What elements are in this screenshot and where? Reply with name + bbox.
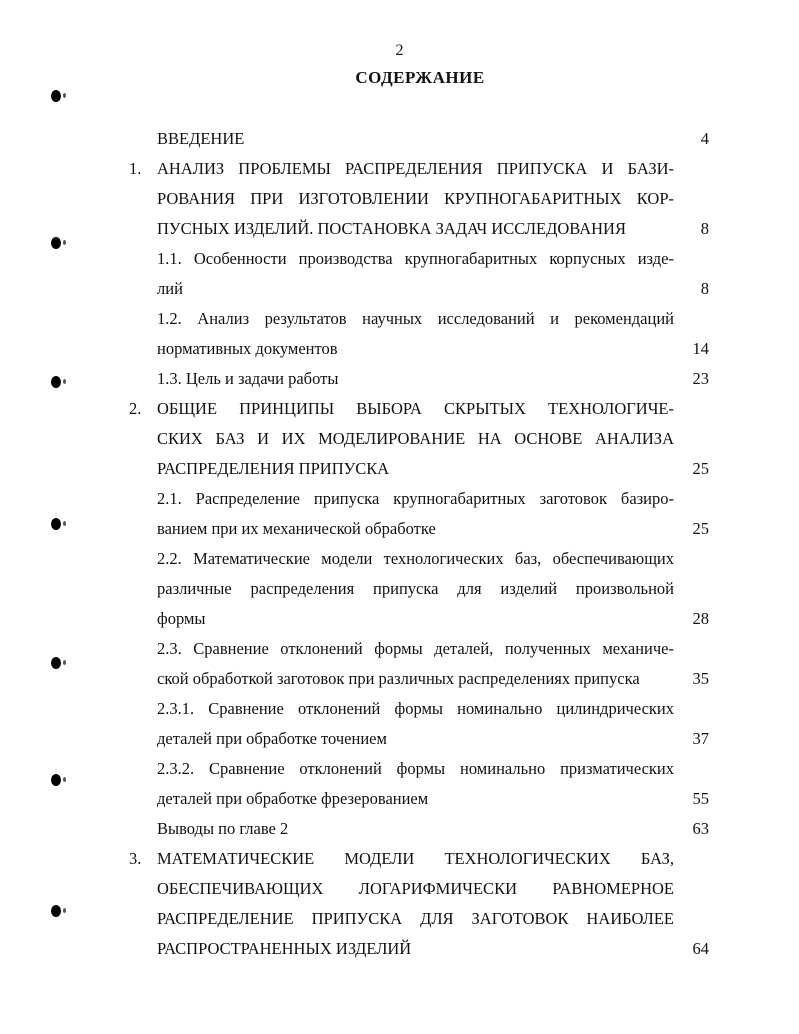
- entry-number: 2.: [129, 399, 142, 418]
- toc-entry: [0, 754, 799, 784]
- entry-page: 37: [692, 729, 709, 748]
- entry-text: 1.1. Особенности производства крупногабаритных корпусных изде-: [157, 249, 674, 268]
- entry-text: 2.1. Распределение припуска крупногабаритных заготовок базиро-: [157, 489, 674, 508]
- entry-text: ПУСНЫХ ИЗДЕЛИЙ. ПОСТАНОВКА ЗАДАЧ ИССЛЕДОВАНИЯ: [157, 219, 626, 238]
- toc-entry: [0, 394, 799, 424]
- entry-page: 55: [692, 789, 709, 808]
- page-number: 2: [395, 42, 404, 59]
- toc-entry: [0, 934, 799, 964]
- toc-title: СОДЕРЖАНИЕ: [355, 68, 485, 87]
- toc-entry: [0, 334, 799, 364]
- toc-entry: [0, 244, 799, 274]
- toc-entry: [0, 154, 799, 184]
- entry-page: 35: [692, 669, 709, 688]
- entry-text: формы: [157, 609, 206, 628]
- entry-text: РАСПРЕДЕЛЕНИЕ ПРИПУСКА ДЛЯ ЗАГОТОВОК НАИБОЛЕЕ: [157, 909, 674, 928]
- entry-text: различные распределения припуска для изделий произвольной: [157, 579, 674, 598]
- toc-entry: [0, 124, 799, 154]
- toc-entry: [0, 604, 799, 634]
- toc-entry: [0, 574, 799, 604]
- entry-page: 28: [692, 609, 709, 628]
- toc-entry: [0, 694, 799, 724]
- toc-entry: [0, 904, 799, 934]
- entry-text: ОБЕСПЕЧИВАЮЩИХ ЛОГАРИФМИЧЕСКИ РАВНОМЕРНОЕ: [157, 879, 674, 898]
- toc-entry: [0, 844, 799, 874]
- toc-entry: [0, 724, 799, 754]
- entry-page: 8: [700, 219, 709, 238]
- entry-page: 4: [700, 129, 709, 148]
- toc-entry: [0, 784, 799, 814]
- entry-text: РОВАНИЯ ПРИ ИЗГОТОВЛЕНИИ КРУПНОГАБАРИТНЫХ КОР-: [157, 189, 674, 208]
- entry-text: 2.3. Сравнение отклонений формы деталей, полученных механиче-: [157, 639, 674, 658]
- entry-text: ской обработкой заготовок при различных распределениях припуска: [157, 669, 640, 688]
- entry-text: деталей при обработке фрезерованием: [157, 789, 429, 808]
- entry-text: лий: [157, 279, 183, 298]
- entry-page: 25: [692, 459, 709, 478]
- entry-text: 2.3.1. Сравнение отклонений формы номинально цилиндрических: [157, 699, 674, 718]
- entry-page: 63: [692, 819, 709, 838]
- entry-text: МАТЕМАТИЧЕСКИЕ МОДЕЛИ ТЕХНОЛОГИЧЕСКИХ БАЗ,: [157, 849, 674, 868]
- toc-entry: [0, 874, 799, 904]
- punch-hole-mark: [51, 90, 61, 102]
- toc-entry: [0, 364, 799, 394]
- toc-entry: [0, 814, 799, 844]
- toc-entry: [0, 424, 799, 454]
- toc-entry: [0, 454, 799, 484]
- entry-page: 64: [692, 939, 709, 958]
- toc-entry: [0, 514, 799, 544]
- entry-text: АНАЛИЗ ПРОБЛЕМЫ РАСПРЕДЕЛЕНИЯ ПРИПУСКА И БАЗИ-: [157, 159, 674, 178]
- entry-text: ванием при их механической обработке: [157, 519, 436, 538]
- entry-text: РАСПРОСТРАНЕННЫХ ИЗДЕЛИЙ: [157, 939, 412, 958]
- entry-text: 1.3. Цель и задачи работы: [157, 369, 339, 388]
- toc-entry: [0, 304, 799, 334]
- toc-entry: [0, 214, 799, 244]
- entry-text: ВВЕДЕНИЕ: [157, 129, 245, 148]
- entry-text: Выводы по главе 2: [157, 819, 289, 838]
- toc-entry: [0, 634, 799, 664]
- entry-text: 1.2. Анализ результатов научных исследований и рекомендаций: [157, 309, 674, 328]
- entry-text: деталей при обработке точением: [157, 729, 387, 748]
- entry-page: 14: [692, 339, 709, 358]
- entry-number: 1.: [129, 159, 142, 178]
- toc-entry: [0, 664, 799, 694]
- toc-entry: [0, 274, 799, 304]
- entry-text: РАСПРЕДЕЛЕНИЯ ПРИПУСКА: [157, 459, 390, 478]
- entry-page: 8: [700, 279, 709, 298]
- toc-entry: [0, 184, 799, 214]
- entry-number: 3.: [129, 849, 142, 868]
- entry-text: СКИХ БАЗ И ИХ МОДЕЛИРОВАНИЕ НА ОСНОВЕ АНАЛИЗА: [157, 429, 674, 448]
- entry-page: 25: [692, 519, 709, 538]
- toc-entry: [0, 484, 799, 514]
- entry-text: нормативных документов: [157, 339, 338, 358]
- entry-text: 2.3.2. Сравнение отклонений формы номинально призматических: [157, 759, 674, 778]
- toc-entry: [0, 544, 799, 574]
- entry-page: 23: [692, 369, 709, 388]
- entry-text: ОБЩИЕ ПРИНЦИПЫ ВЫБОРА СКРЫТЫХ ТЕХНОЛОГИЧЕ-: [157, 399, 674, 418]
- entry-text: 2.2. Математические модели технологических баз, обеспечивающих: [157, 549, 674, 568]
